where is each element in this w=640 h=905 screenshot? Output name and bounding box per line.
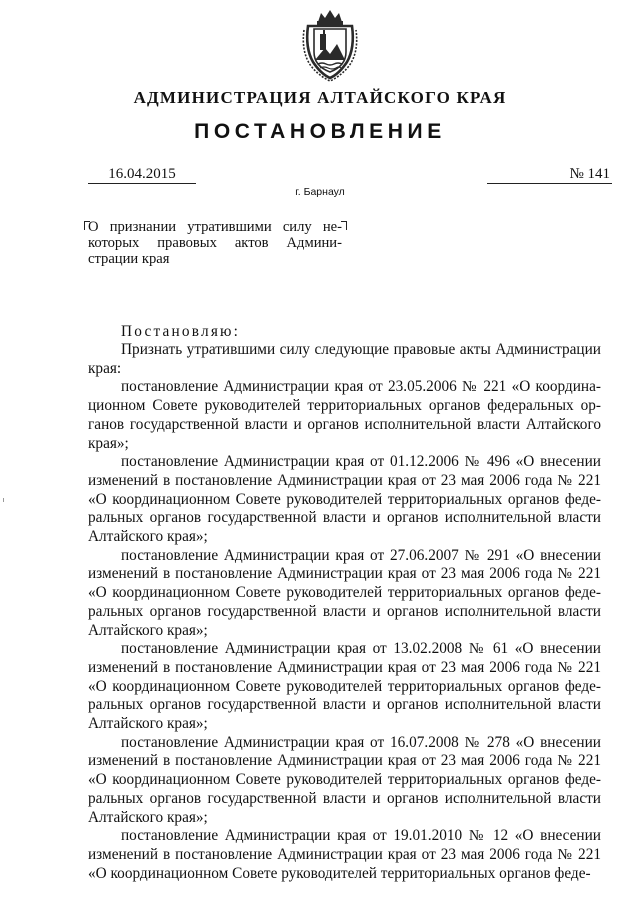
issuing-authority: АДМИНИСТРАЦИЯ АЛТАЙСКОГО КРАЯ <box>133 88 507 107</box>
document-type-title: ПОСТАНОВЛЕНИЕ <box>194 120 446 143</box>
scan-margin-mark <box>3 498 4 502</box>
body-paragraph: постановление Администрации края от 01.12.2006 № 496 «О внесении изменений в постановление Администрации края от 23 мая 2006 года № 221 «О координационном Совете руководителей территориальных органов федеральных органов государственной власти и органов исполнительной власти Алтайского края»; <box>88 453 601 546</box>
body-paragraph: Признать утратившими силу следующие правовые акты Администрации края: <box>88 341 601 377</box>
body-paragraph: постановление Администрации края от 16.07.2008 № 278 «О внесении изменений в постановление Администрации края от 23 мая 2006 года № 221 «О координационном Совете руководителей территориальных органов федеральных органов государственной власти и органов исполнительной власти Алтайского края»; <box>88 733 601 826</box>
document-body <box>88 341 601 883</box>
document-date: 16.04.2015 <box>88 166 196 184</box>
resolve-heading: Постановляю: <box>121 323 241 340</box>
coat-of-arms-icon <box>299 8 361 82</box>
document-city: г. Барнаул <box>295 186 345 198</box>
body-paragraph: постановление Администрации края от 13.02.2008 № 61 «О внесении изменений в постановление Администрации края от 23 мая 2006 года № 221 «О координационном Совете руководителей территориальных органов федеральных органов государственной власти и органов исполнительной власти Алтайского края»; <box>88 640 601 733</box>
body-paragraph: постановление Администрации края от 27.06.2007 № 291 «О внесении изменений в постановление Администрации края от 23 мая 2006 года № 221 «О координационном Совете руководителей территориальных органов федеральных органов государственной власти и органов исполнительной власти Алтайского края»; <box>88 546 601 639</box>
document-subject: О признании утратившими силу некоторых правовых актов Администрации края <box>88 219 342 267</box>
body-paragraph: постановление Администрации края от 23.05.2006 № 221 «О координационном Совете руководителей территориальных органов федеральных органов государственной власти и органов исполнительной власти Алтайского края»; <box>88 378 601 452</box>
body-paragraph: постановление Администрации края от 19.01.2010 № 12 «О внесении изменений в постановление Администрации края от 23 мая 2006 года № 221 «О координационном Совете руководителей территориальных органов феде- <box>88 827 601 882</box>
document-number: № 141 <box>487 166 612 184</box>
